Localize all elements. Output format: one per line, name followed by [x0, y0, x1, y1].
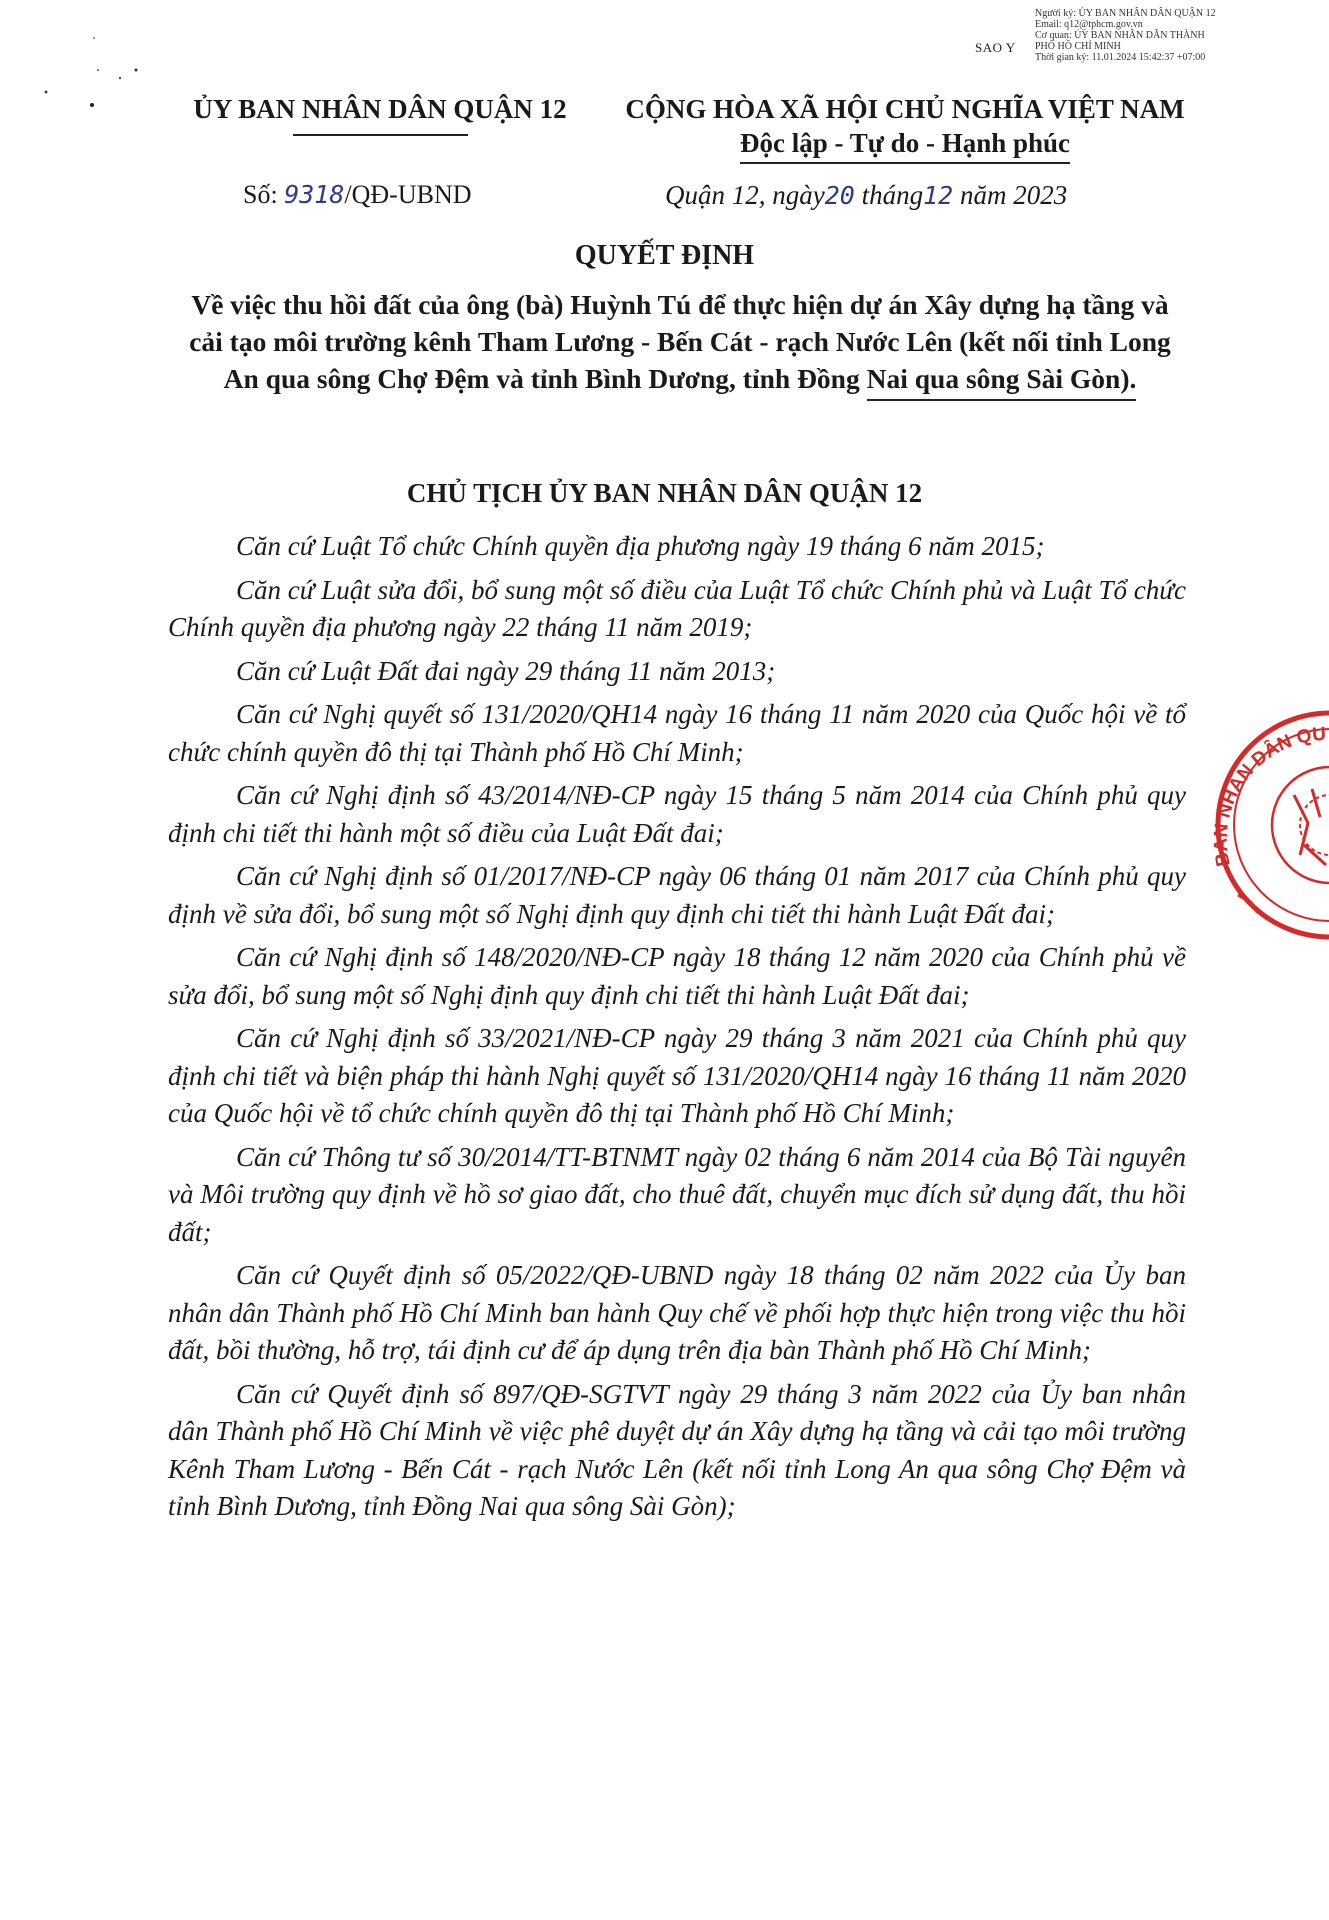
issuer-block: [150, 92, 610, 136]
date-year: năm 2023: [959, 180, 1068, 210]
basis-paragraph: Căn cứ Luật sửa đổi, bổ sung một số điều của Luật Tổ chức Chính phủ và Luật Tổ chức Chính quyền địa phương ngày 22 tháng 11 năm 2019;: [168, 574, 1186, 642]
subject-main: Về việc thu hồi đất của ông (bà) Huỳnh Tú để thực hiện dự án Xây dựng hạ tầng và cải tạo môi trường kênh Tham Lương - Bến Cát - rạch Nước Lên (kết nối tỉnh Long An qua sông Chợ Đệm và tỉnh Bình Dương, tỉnh Đồng: [189, 289, 1171, 394]
nation-name: CỘNG HÒA XÃ HỘI CHỦ NGHĨA VIỆT NAM: [625, 94, 1185, 124]
signature-signer: Người ký: ỦY BAN NHÂN DÂN QUẬN 12: [1035, 8, 1216, 19]
basis-paragraph: Căn cứ Luật Tổ chức Chính quyền địa phương ngày 19 tháng 6 năm 2015;: [236, 531, 1045, 561]
basis-paragraph: Căn cứ Nghị định số 148/2020/NĐ-CP ngày 18 tháng 12 năm 2020 của Chính phủ về sửa đổi, bổ sung một số Nghị định quy định chi tiết thi hành Luật Đất đai;: [168, 942, 1186, 1010]
national-motto: Độc lập - Tự do - Hạnh phúc: [740, 126, 1070, 164]
legal-basis-body: [168, 528, 1186, 1532]
number-prefix: Số:: [243, 180, 278, 209]
authority-heading: CHỦ TỊCH ỦY BAN NHÂN DÂN QUẬN 12: [406, 478, 923, 508]
basis-paragraph: Căn cứ Quyết định số 05/2022/QĐ-UBND ngày 18 tháng 02 năm 2022 của Ủy ban nhân dân Thành phố Hồ Chí Minh ban hành Quy chế về phối hợp thực hiện trong việc thu hồi đất, bồi thường, hỗ trợ, tái định cư để áp dụng trên địa bàn Thành phố Hồ Chí Minh;: [168, 1260, 1186, 1365]
signature-time: Thời gian ký: 11.01.2024 15:42:37 +07:00: [1035, 52, 1206, 63]
basis-paragraph: Căn cứ Nghị quyết số 131/2020/QH14 ngày 16 tháng 11 năm 2020 của Quốc hội về tổ chức chính quyền đô thị tại Thành phố Hồ Chí Minh;: [168, 699, 1186, 767]
red-seal-stamp: [1208, 705, 1329, 945]
issuer-name: ỦY BAN NHÂN DÂN QUẬN 12: [193, 94, 567, 124]
basis-paragraph: Căn cứ Thông tư số 30/2014/TT-BTNMT ngày 02 tháng 6 năm 2014 của Bộ Tài nguyên và Môi trường quy định về hồ sơ giao đất, cho thuê đất, chuyển mục đích sử dụng đất, thu hồi đất;: [168, 1141, 1186, 1247]
handwritten-number: 9318: [284, 180, 345, 209]
date-place: Quận 12, ngày: [665, 180, 825, 210]
handwritten-month: 12: [923, 181, 954, 210]
basis-paragraph: Căn cứ Quyết định số 897/QĐ-SGTVT ngày 29 tháng 3 năm 2022 của Ủy ban nhân dân Thành phố Hồ Chí Minh về việc phê duyệt dự án Xây dựng hạ tầng và cải tạo môi trường Kênh Tham Lương - Bến Cát - rạch Nước Lên (kết nối tỉnh Long An qua sông Chợ Đệm và tỉnh Bình Dương, tỉnh Đồng Nai qua sông Sài Gòn);: [168, 1378, 1186, 1521]
document-subject: [175, 286, 1185, 401]
basis-paragraph: Căn cứ Nghị định số 33/2021/NĐ-CP ngày 29 tháng 3 năm 2021 của Chính phủ quy định chi tiết và biện pháp thi hành Nghị quyết số 131/2020/QH14 ngày 16 tháng 11 năm 2020 của Quốc hội về tổ chức chính quyền đô thị tại Thành phố Hồ Chí Minh;: [168, 1023, 1186, 1128]
copy-mark: SAO Y: [975, 40, 1016, 55]
national-header: [585, 92, 1225, 164]
signature-agency: Cơ quan: ỦY BAN NHÂN DÂN THÀNH PHỐ HỒ CHÍ MINH: [1035, 30, 1205, 52]
handwritten-day: 20: [824, 181, 855, 210]
document-date: [665, 180, 1067, 211]
date-month-word: tháng: [861, 180, 924, 210]
document-title: QUYẾT ĐỊNH: [574, 240, 755, 271]
basis-paragraph: Căn cứ Nghị định số 01/2017/NĐ-CP ngày 06 tháng 01 năm 2017 của Chính phủ quy định về sửa đổi, bổ sung một số Nghị định quy định chi tiết thi hành Luật Đất đai;: [168, 861, 1186, 929]
signature-email: Email: q12@tphcm.gov.vn: [1035, 19, 1143, 30]
seal-text: BAN NHÂN DÂN QU: [1210, 723, 1327, 869]
issuer-underline: [293, 134, 468, 136]
basis-paragraph: Căn cứ Luật Đất đai ngày 29 tháng 11 năm 2013;: [236, 655, 776, 686]
scan-specks: [40, 30, 160, 130]
digital-signature-info: [1035, 8, 1225, 63]
subject-last-line: Nai qua sông Sài Gòn).: [867, 360, 1137, 401]
number-suffix: /QĐ-UBND: [344, 180, 472, 209]
document-number: [243, 180, 472, 210]
basis-paragraph: Căn cứ Nghị định số 43/2014/NĐ-CP ngày 15 tháng 5 năm 2014 của Chính phủ quy định chi tiết thi hành một số điều của Luật Đất đai;: [168, 780, 1186, 848]
